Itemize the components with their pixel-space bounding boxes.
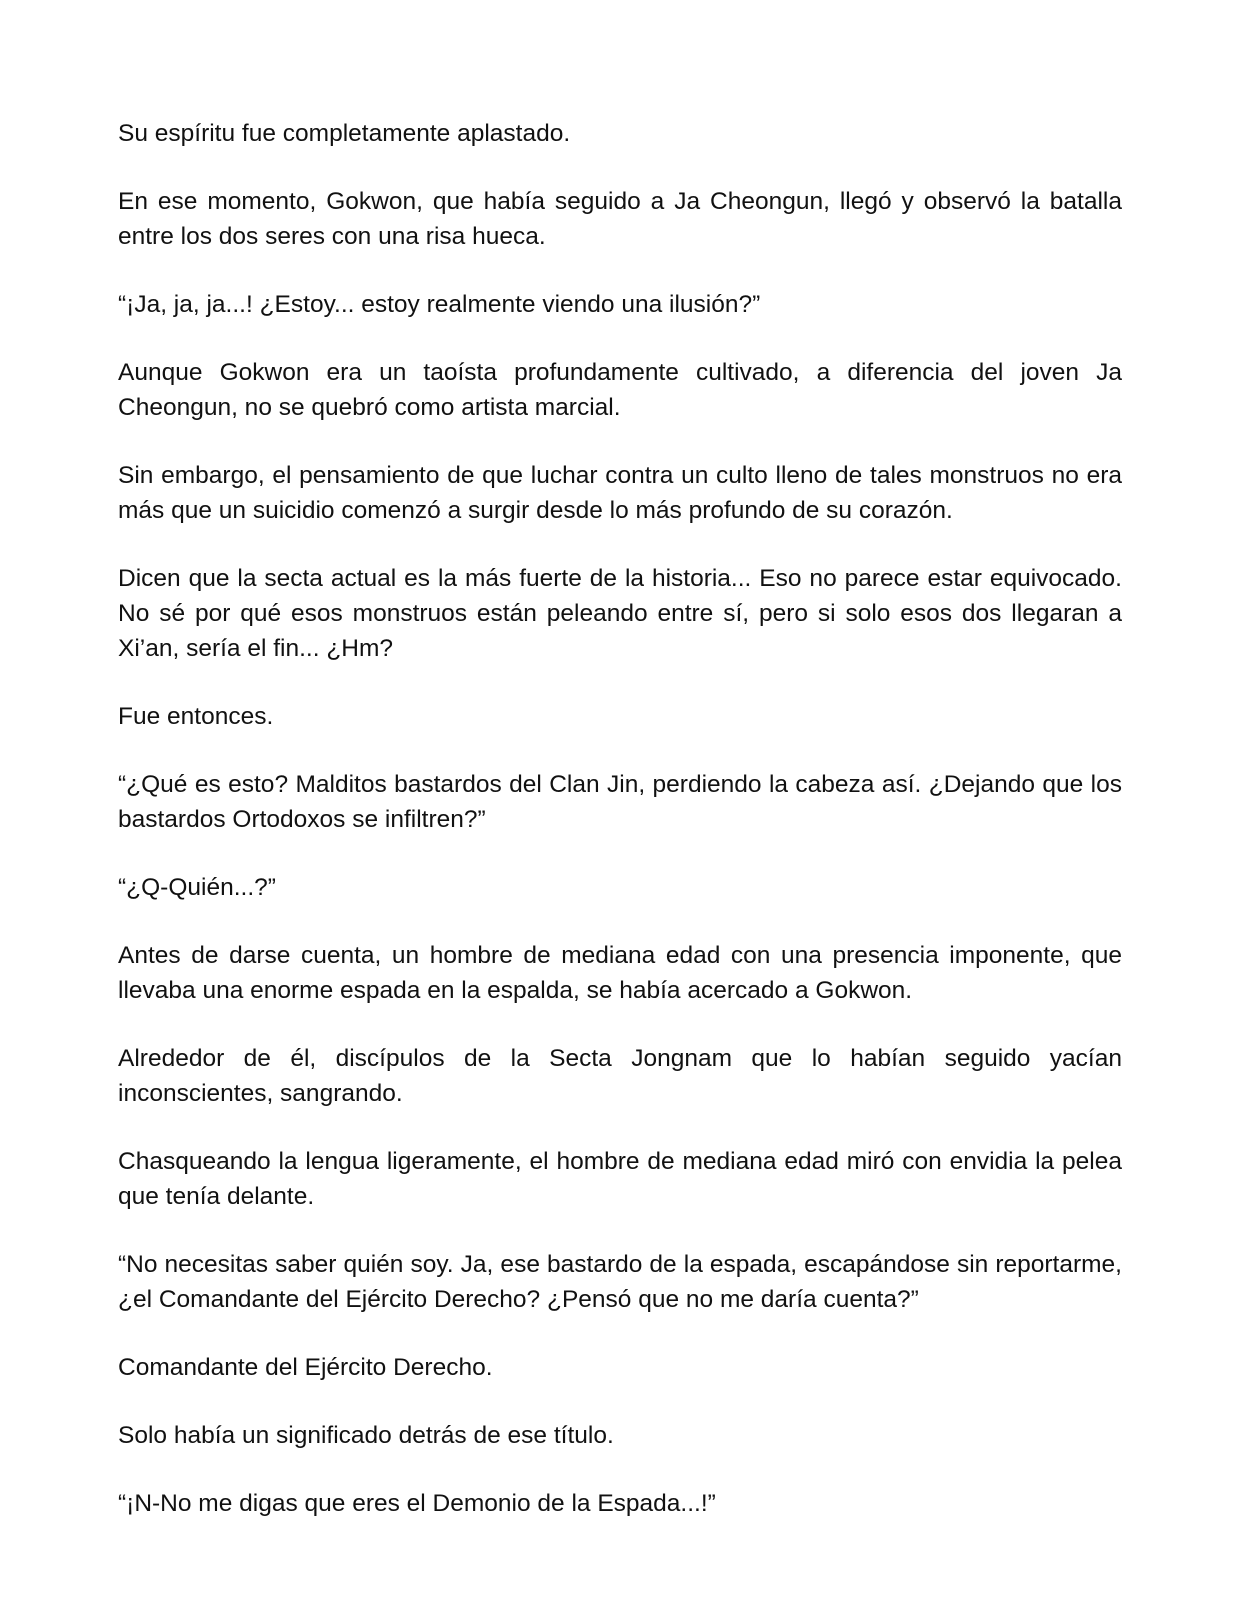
paragraph: Sin embargo, el pensamiento de que luchar contra un culto lleno de tales monstruos no era más que un suicidio comenzó a surgir desde lo más profundo de su corazón.	[118, 462, 1122, 524]
paragraph: Antes de darse cuenta, un hombre de mediana edad con una presencia imponente, que llevaba una enorme espada en la espalda, se había acercado a Gokwon.	[118, 942, 1122, 1004]
paragraph: Aunque Gokwon era un taoísta profundamente cultivado, a diferencia del joven Ja Cheongun, no se quebró como artista marcial.	[118, 359, 1122, 421]
paragraph: Solo había un significado detrás de ese título.	[118, 1422, 614, 1449]
paragraph: Fue entonces.	[118, 703, 274, 730]
paragraph: En ese momento, Gokwon, que había seguido a Ja Cheongun, llegó y observó la batalla entre los dos seres con una risa hueca.	[118, 188, 1122, 250]
paragraph: Su espíritu fue completamente aplastado.	[118, 120, 571, 147]
paragraph: “No necesitas saber quién soy. Ja, ese bastardo de la espada, escapándose sin reportarme, ¿el Comandante del Ejército Derecho? ¿Pensó que no me daría cuenta?”	[118, 1251, 1122, 1313]
paragraph: “¡Ja, ja, ja...! ¿Estoy... estoy realmente viendo una ilusión?”	[118, 291, 761, 318]
paragraph: “¿Q-Quién...?”	[118, 874, 276, 901]
paragraph: “¡N-No me digas que eres el Demonio de la Espada...!”	[118, 1490, 716, 1517]
document-body	[118, 116, 1122, 1554]
paragraph: Comandante del Ejército Derecho.	[118, 1354, 493, 1381]
paragraph: “¿Qué es esto? Malditos bastardos del Clan Jin, perdiendo la cabeza así. ¿Dejando que los bastardos Ortodoxos se infiltren?”	[118, 771, 1122, 833]
paragraph: Chasqueando la lengua ligeramente, el hombre de mediana edad miró con envidia la pelea que tenía delante.	[118, 1148, 1122, 1210]
paragraph: Dicen que la secta actual es la más fuerte de la historia... Eso no parece estar equivocado. No sé por qué esos monstruos están peleando entre sí, pero si solo esos dos llegaran a Xi’an, sería el fin... ¿Hm?	[118, 565, 1122, 662]
paragraph: Alrededor de él, discípulos de la Secta Jongnam que lo habían seguido yacían inconscientes, sangrando.	[118, 1045, 1122, 1107]
